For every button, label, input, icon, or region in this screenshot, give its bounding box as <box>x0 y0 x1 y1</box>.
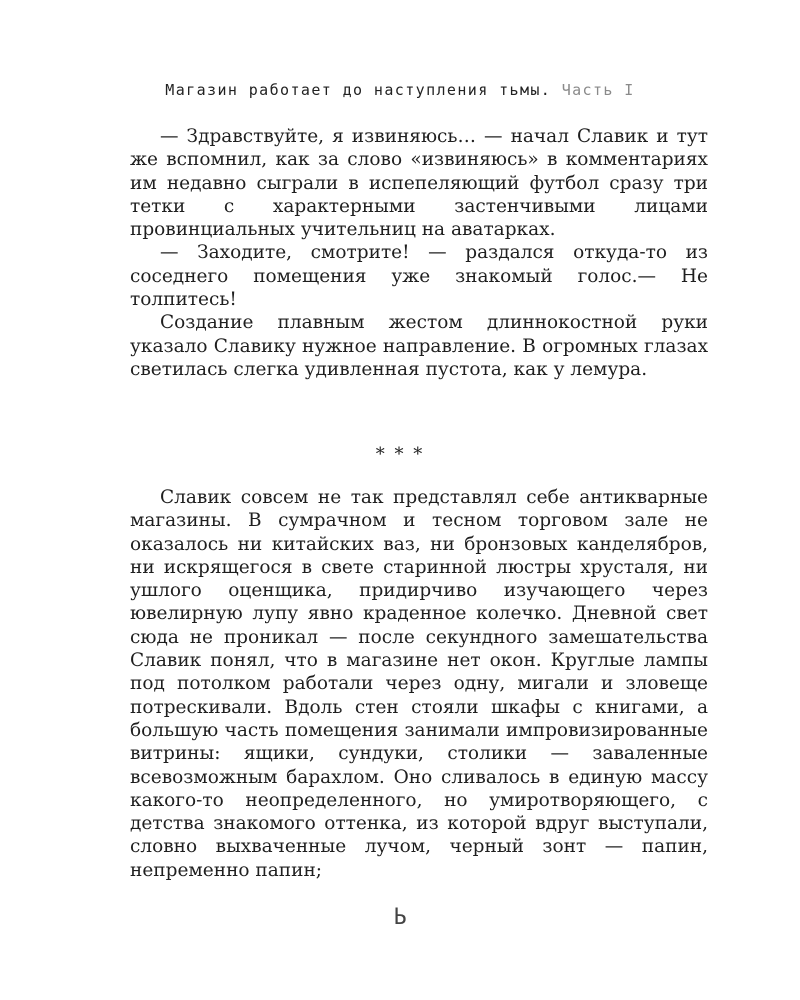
section-separator: * * * <box>375 444 425 465</box>
page-number: Ь <box>393 905 407 930</box>
paragraph: — Здравствуйте, я извиняюсь… — начал Славик и тут же вспомнил, как за слово «извиняюсь» в комментариях им недавно сыграли в испепеляющий футбол сразу три тетки с характерными застенчивыми лицами провинциальных учительниц на аватарках. <box>130 126 708 241</box>
paragraph: — Заходите, смотрите! — раздался откуда-то из соседнего помещения уже знакомый голос.— Не толпитесь! <box>130 242 708 311</box>
paragraph: Создание плавным жестом длиннокостной руки указало Славику нужное направление. В огромных глазах светилась слегка удивленная пустота, как у лемура. <box>130 312 708 380</box>
text-section-one <box>130 125 708 381</box>
running-head <box>0 80 800 100</box>
book-title: Магазин работает до наступления тьмы. <box>165 81 552 99</box>
part-label: Часть I <box>561 81 635 99</box>
paragraph: Славик совсем не так представлял себе антикварные магазины. В сумрачном и тесном торговом зале не оказалось ни китайских ваз, ни бронзовых канделябров, ни искрящегося в свете старинной люстры хрусталя, ни ушлого оценщика, придирчиво изучающего через ювелирную лупу явно краденное колечко. Дневной свет сюда не проникал — после секундного замешательства Славик понял, что в магазине нет окон. Круглые лампы под потолком работали через одну, мигали и зловеще потрескивали. Вдоль стен стояли шкафы с книгами, а большую часть помещения занимали импровизированные витрины: ящики, сундуки, столики — заваленные всевозможным барахлом. Оно сливалось в единую массу какого-то неопределенного, но умиротворяющего, с детства знакомого оттенка, из которой вдруг выступали, словно выхваченные лучом, черный зонт — папин, непременно папин; <box>130 487 708 881</box>
text-section-two <box>130 486 708 882</box>
